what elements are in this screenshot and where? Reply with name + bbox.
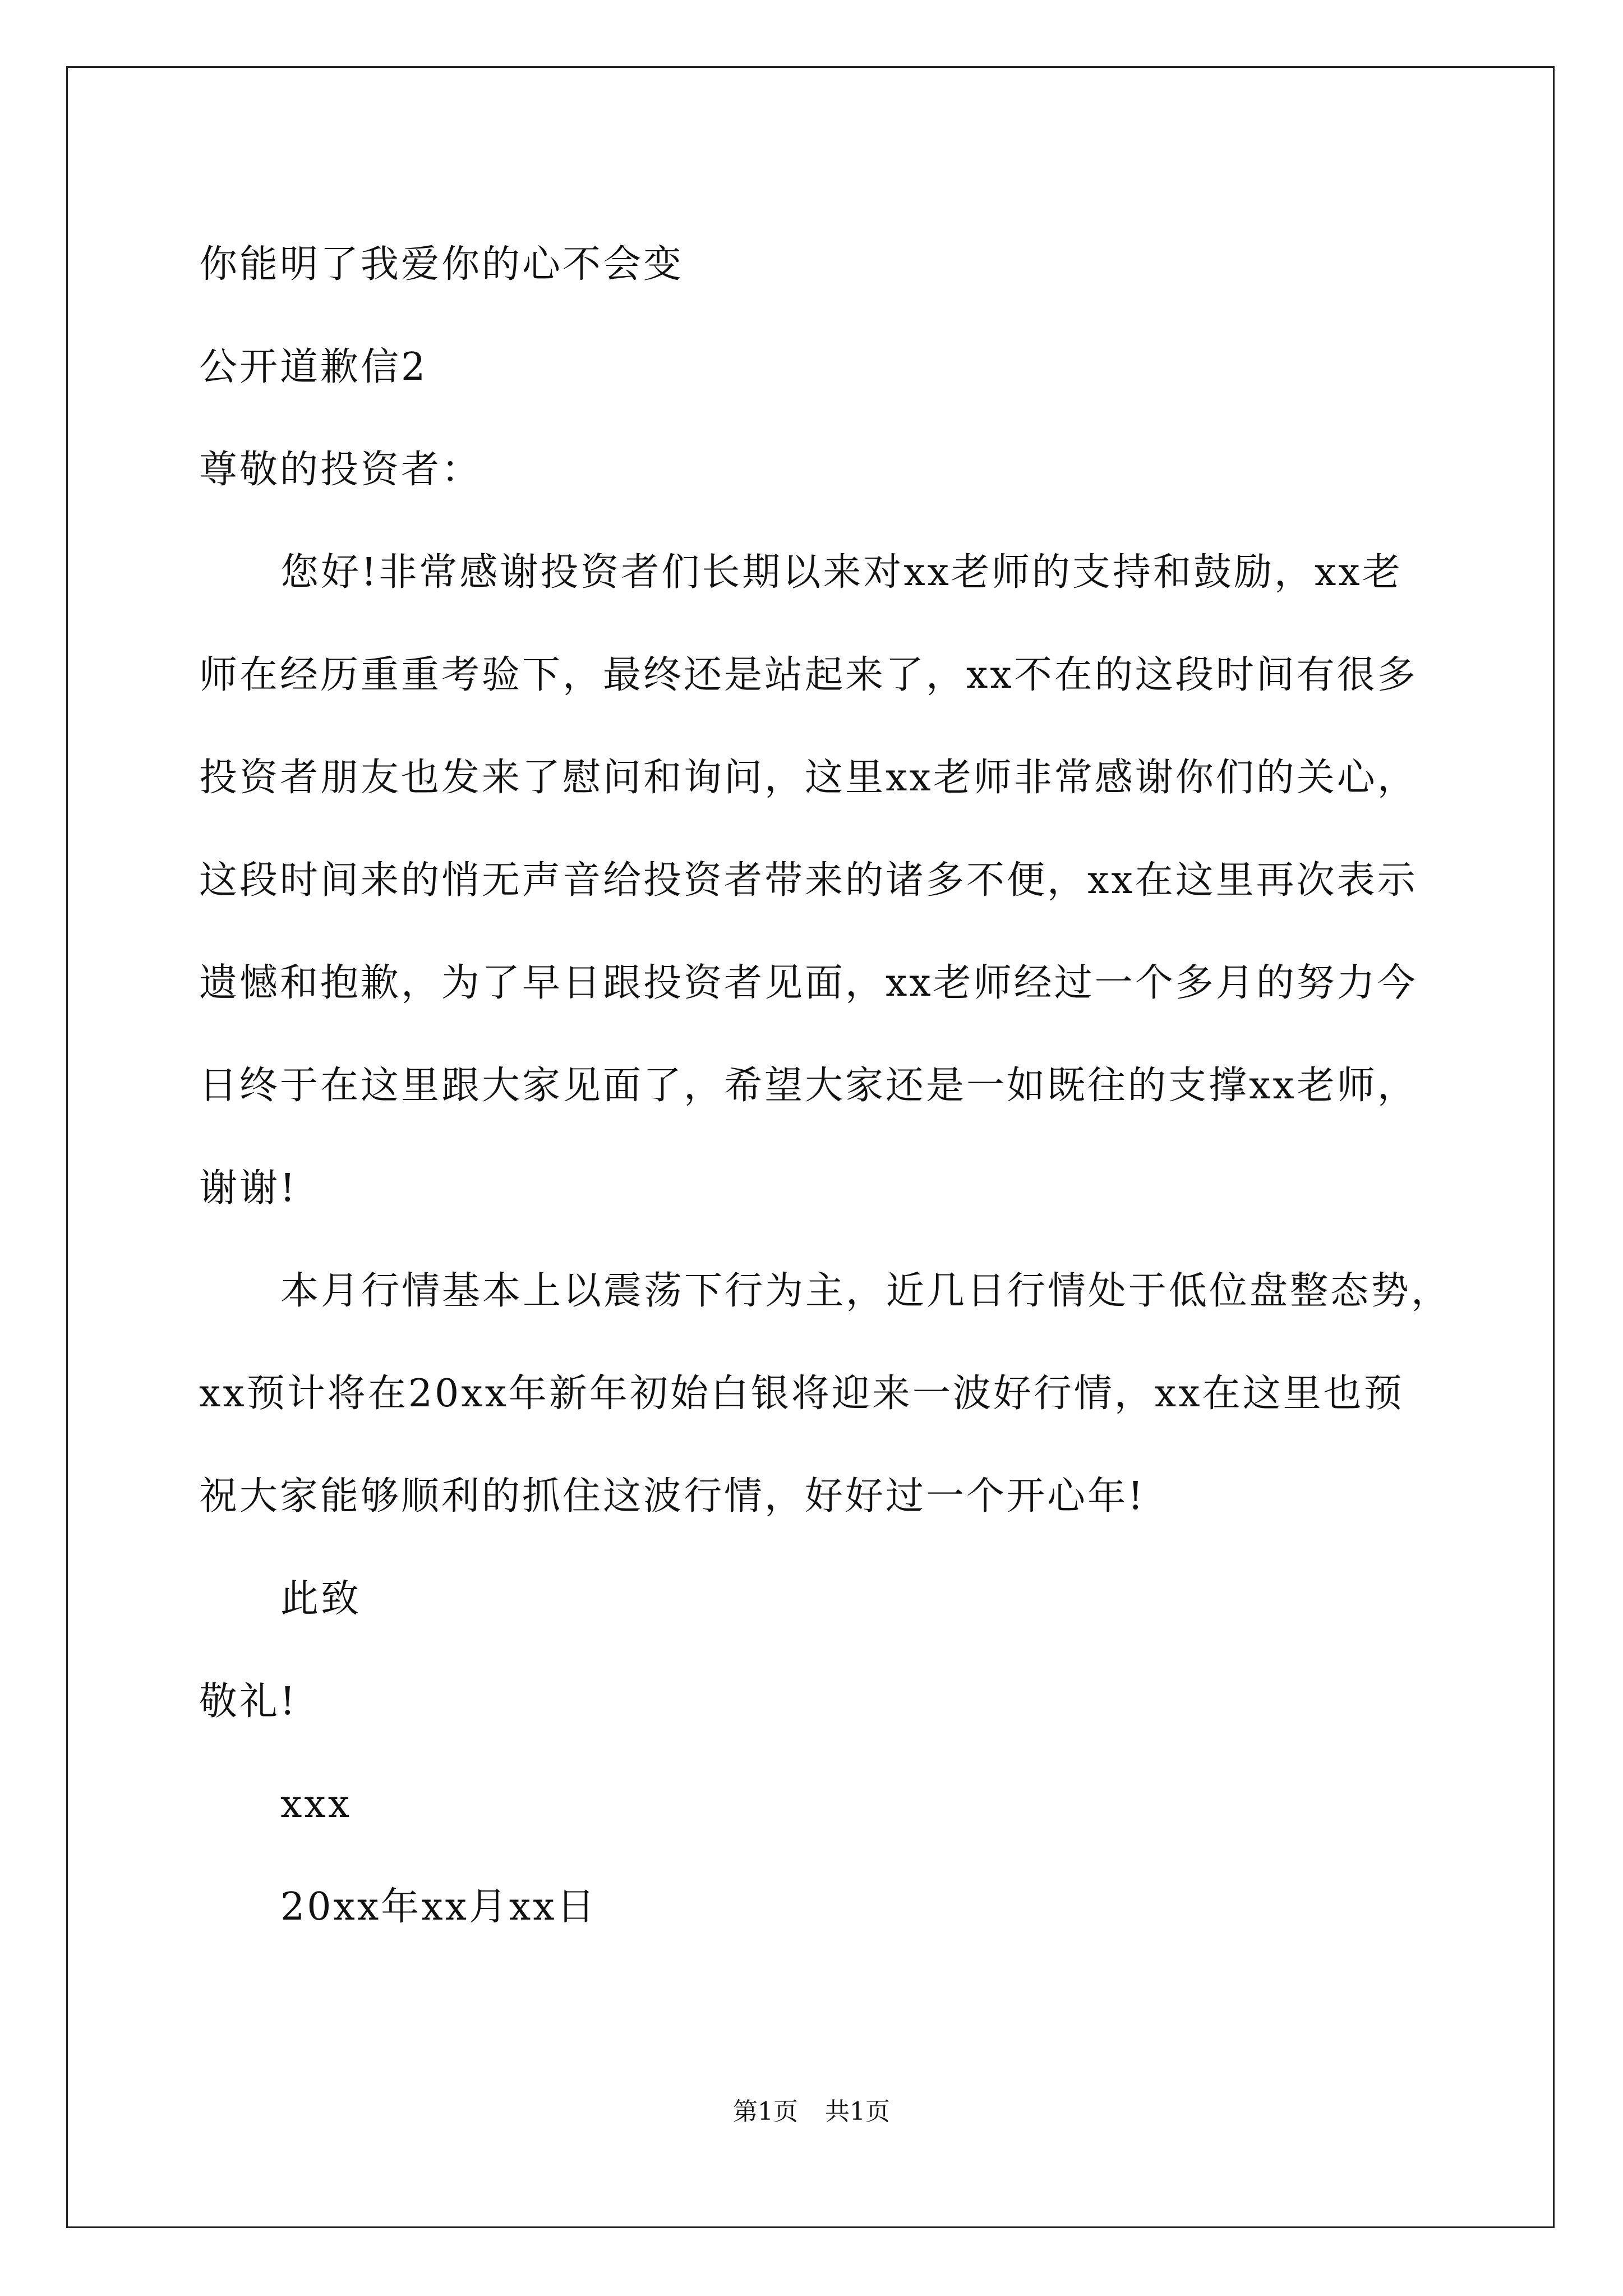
paragraph-1-line-5: 遗憾和抱歉，为了早日跟投资者见面，xx老师经过一个多月的努力今 <box>199 961 1418 1005</box>
text-line-previous-ending: 你能明了我爱你的心不会变 <box>199 242 684 287</box>
paragraph-1-line-1: 您好!非常感谢投资者们长期以来对xx老师的支持和鼓励，xx老 <box>280 550 1403 595</box>
paragraph-2-line-3: 祝大家能够顺利的抓住这波行情，好好过一个开心年! <box>199 1474 1146 1519</box>
paragraph-2-line-2: xx预计将在20xx年新年初始白银将迎来一波好行情，xx在这里也预 <box>199 1372 1404 1416</box>
document-body <box>199 213 1452 1958</box>
paragraph-1-line-2: 师在经历重重考验下，最终还是站起来了，xx不在的这段时间有很多 <box>199 653 1418 697</box>
closing-salute: 敬礼! <box>199 1680 298 1724</box>
page-total: 共1页 <box>825 2097 890 2126</box>
paragraph-1-line-6: 日终于在这里跟大家见面了，希望大家还是一如既往的支撑xx老师， <box>199 1064 1418 1108</box>
paragraph-1-line-3: 投资者朋友也发来了慰问和询问，这里xx老师非常感谢你们的关心， <box>199 756 1418 800</box>
letter-title: 公开道歉信2 <box>199 345 428 389</box>
page-footer <box>0 2095 1623 2129</box>
paragraph-1-line-4: 这段时间来的悄无声音给投资者带来的诸多不便，xx在这里再次表示 <box>199 858 1418 903</box>
page-number: 第1页 <box>733 2097 798 2126</box>
paragraph-1-line-7: 谢谢! <box>199 1166 298 1211</box>
paragraph-2-line-1: 本月行情基本上以震荡下行为主，近几日行情处于低位盘整态势， <box>280 1269 1452 1313</box>
salutation: 尊敬的投资者： <box>199 448 482 492</box>
closing-phrase: 此致 <box>280 1577 362 1621</box>
signature: xxx <box>280 1782 352 1826</box>
date-line: 20xx年xx月xx日 <box>280 1885 597 1929</box>
